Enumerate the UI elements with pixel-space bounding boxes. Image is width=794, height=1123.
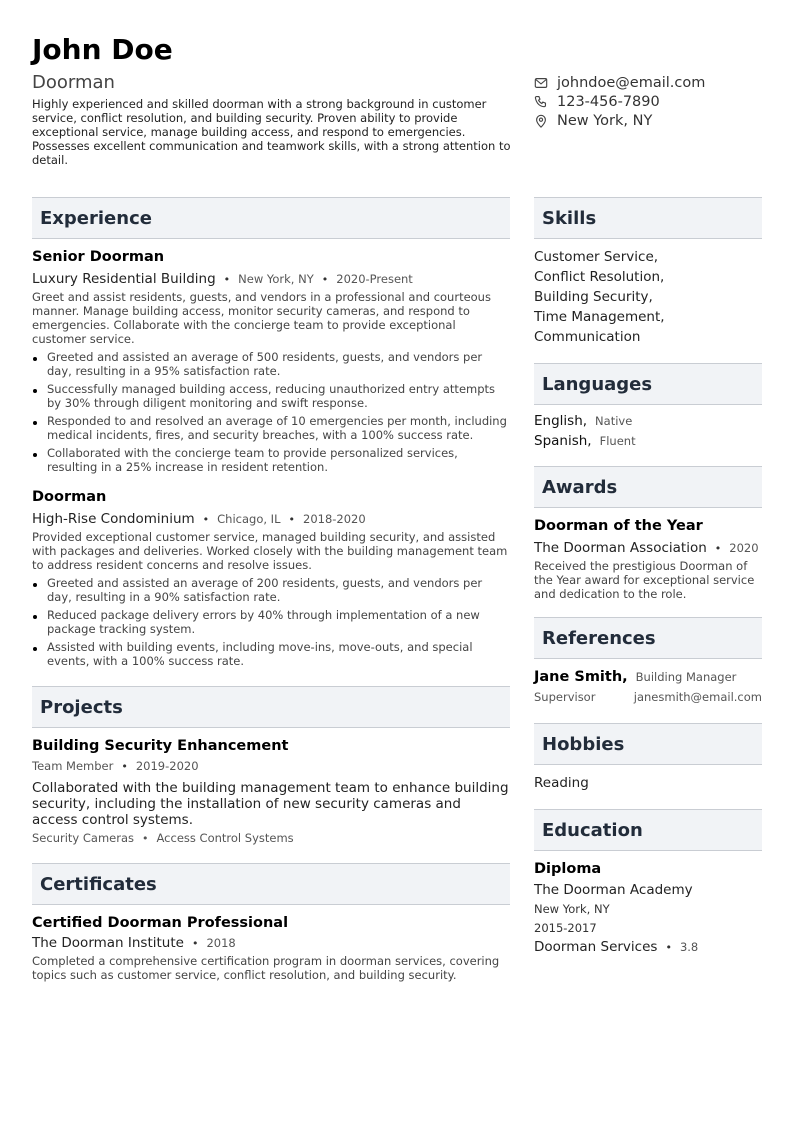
education-school-row (534, 881, 762, 899)
location-text: New York, NY (557, 112, 653, 129)
separator-dot: • (665, 941, 672, 954)
project-description: Collaborated with the building management team to enhance building security, including the installation of new security cameras and access control systems. (32, 780, 509, 828)
language-level: Native (595, 414, 633, 428)
certificate-year: 2018 (206, 936, 236, 950)
award-description: Received the prestigious Doorman of the Year award for exceptional service and dedication to the role. (534, 559, 755, 601)
job-bullet: Greeted and assisted an average of 500 residents, guests, and vendors per day, resulting in a 95% satisfaction rate. (32, 350, 510, 378)
skill-item: Time Management, (534, 309, 665, 325)
candidate-role: Doorman (32, 72, 115, 93)
project-title: Building Security Enhancement (32, 738, 289, 754)
separator-dot: • (121, 760, 128, 773)
job-org: Luxury Residential Building (32, 271, 216, 287)
separator-dot: • (202, 513, 210, 526)
phone-text: 123-456-7890 (557, 93, 660, 110)
contact-email[interactable] (534, 73, 762, 92)
awards-heading: Awards (534, 466, 762, 508)
project-meta (32, 757, 510, 776)
project-tag: Security Cameras (32, 831, 135, 845)
job-bullets (32, 576, 510, 668)
certificate-title: Certified Doorman Professional (32, 915, 289, 931)
certificate-org: The Doorman Institute (32, 935, 184, 951)
separator-dot: • (191, 937, 199, 950)
languages-heading: Languages (534, 363, 762, 405)
header-row (32, 71, 762, 167)
skills-list (534, 247, 762, 347)
skill-item: Customer Service, (534, 249, 659, 265)
job-dates: 2020-Present (336, 272, 413, 286)
job-bullet: Successfully managed building access, reducing unauthorized entry attempts by 30% through diligent monitoring and swift response. (32, 382, 510, 410)
skill-item: Conflict Resolution, (534, 269, 665, 285)
header-left (32, 71, 512, 167)
right-column (534, 197, 762, 982)
education-heading: Education (534, 809, 762, 851)
contact-location (534, 111, 762, 130)
job-bullet: Assisted with building events, including move-ins, move-outs, and special events, with a 100% success rate. (32, 640, 510, 668)
education-field: Doorman Services (534, 939, 658, 955)
job-bullet: Greeted and assisted an average of 200 residents, guests, and vendors per day, resulting in a 90% satisfaction rate. (32, 576, 510, 604)
job-title: Doorman (32, 489, 107, 505)
job-description: Provided exceptional customer service, managed building security, and assisted with packages and deliveries. Worked closely with the building management team to address resident concerns and resolve issues. (32, 530, 508, 572)
contact-phone[interactable] (534, 92, 762, 111)
hobbies-list (534, 773, 762, 793)
project-entry (32, 737, 510, 845)
reference-header (534, 667, 762, 687)
education-entry (534, 860, 762, 957)
job-meta (32, 270, 510, 289)
contact-block (534, 71, 762, 167)
award-org: The Doorman Association (534, 540, 707, 556)
separator-dot: • (223, 273, 231, 286)
language-name: English, (534, 413, 588, 429)
job-location: New York, NY (238, 272, 314, 286)
skill-item: Communication (534, 329, 641, 345)
hobbies-heading: Hobbies (534, 723, 762, 765)
education-location-row (534, 900, 762, 918)
job-description: Greet and assist residents, guests, and vendors in a professional and courteous manner. Manage building access, monitor security cameras, and respond to emergencies. Collaborate with the concierge team to provide exceptional customer service. (32, 290, 491, 346)
education-score: 3.8 (679, 940, 699, 954)
certificate-entry (32, 914, 510, 982)
award-meta (534, 539, 762, 558)
education-field-row (534, 938, 762, 957)
reference-relation: Supervisor (534, 690, 596, 704)
job-entry (32, 248, 510, 474)
references-heading: References (534, 617, 762, 659)
reference-email[interactable]: janesmith@email.com (633, 690, 762, 704)
education-dates: 2015-2017 (534, 921, 597, 935)
job-bullet: Collaborated with the concierge team to provide personalized services, resulting in a 25% increase in resident retention. (32, 446, 510, 474)
left-column (32, 197, 510, 982)
language-name: Spanish, (534, 433, 592, 449)
separator-dot: • (288, 513, 295, 526)
email-text: johndoe@email.com (557, 74, 706, 91)
job-bullet: Responded to and resolved an average of 10 emergencies per month, including medical incidents, fires, and security breaches, with a 100% success rate. (32, 414, 510, 442)
hobby-item: Reading (534, 775, 589, 791)
phone-icon (534, 95, 548, 109)
job-location: Chicago, IL (217, 512, 281, 526)
skills-heading: Skills (534, 197, 762, 239)
award-year: 2020 (729, 541, 759, 555)
job-bullets (32, 350, 510, 474)
projects-heading: Projects (32, 686, 510, 728)
reference-position: Building Manager (635, 670, 737, 684)
reference-name: Jane Smith, (534, 669, 628, 685)
summary: Highly experienced and skilled doorman with a strong background in customer service, conflict resolution, and building security. Proven ability to provide exceptional service, manage building access, and respond to emergencies. Possesses excellent communication and teamwork skills, with a strong attention to detail. (32, 97, 511, 167)
certificate-meta (32, 934, 510, 953)
education-location: New York, NY (534, 902, 610, 916)
language-item (534, 431, 762, 451)
education-degree: Diploma (534, 861, 602, 877)
content-columns (32, 197, 762, 982)
map-pin-icon (534, 114, 548, 128)
reference-details (534, 687, 762, 707)
languages-list (534, 411, 762, 451)
separator-dot: • (142, 832, 149, 845)
candidate-name: John Doe (32, 33, 173, 66)
certificates-heading: Certificates (32, 863, 510, 905)
job-meta (32, 510, 510, 529)
skill-item: Building Security, (534, 289, 653, 305)
separator-dot: • (321, 273, 329, 286)
experience-heading: Experience (32, 197, 510, 239)
envelope-icon (534, 76, 548, 90)
job-org: High-Rise Condominium (32, 511, 195, 527)
project-dates: 2019-2020 (135, 759, 199, 773)
education-school: The Doorman Academy (534, 882, 693, 898)
resume-page (32, 30, 762, 982)
reference-entry (534, 667, 762, 707)
award-entry (534, 517, 762, 601)
job-entry (32, 488, 510, 668)
separator-dot: • (714, 542, 722, 555)
project-role: Team Member (32, 759, 114, 773)
job-bullet: Reduced package delivery errors by 40% through implementation of a new package tracking system. (32, 608, 510, 636)
certificate-description: Completed a comprehensive certification program in doorman services, covering topics such as customer service, conflict resolution, and building security. (32, 954, 500, 982)
education-dates-row (534, 919, 762, 937)
project-tags (32, 831, 510, 845)
language-item (534, 411, 762, 431)
job-title: Senior Doorman (32, 249, 165, 265)
project-tag: Access Control Systems (156, 831, 294, 845)
award-title: Doorman of the Year (534, 518, 703, 534)
language-level: Fluent (599, 434, 636, 448)
job-dates: 2018-2020 (303, 512, 366, 526)
